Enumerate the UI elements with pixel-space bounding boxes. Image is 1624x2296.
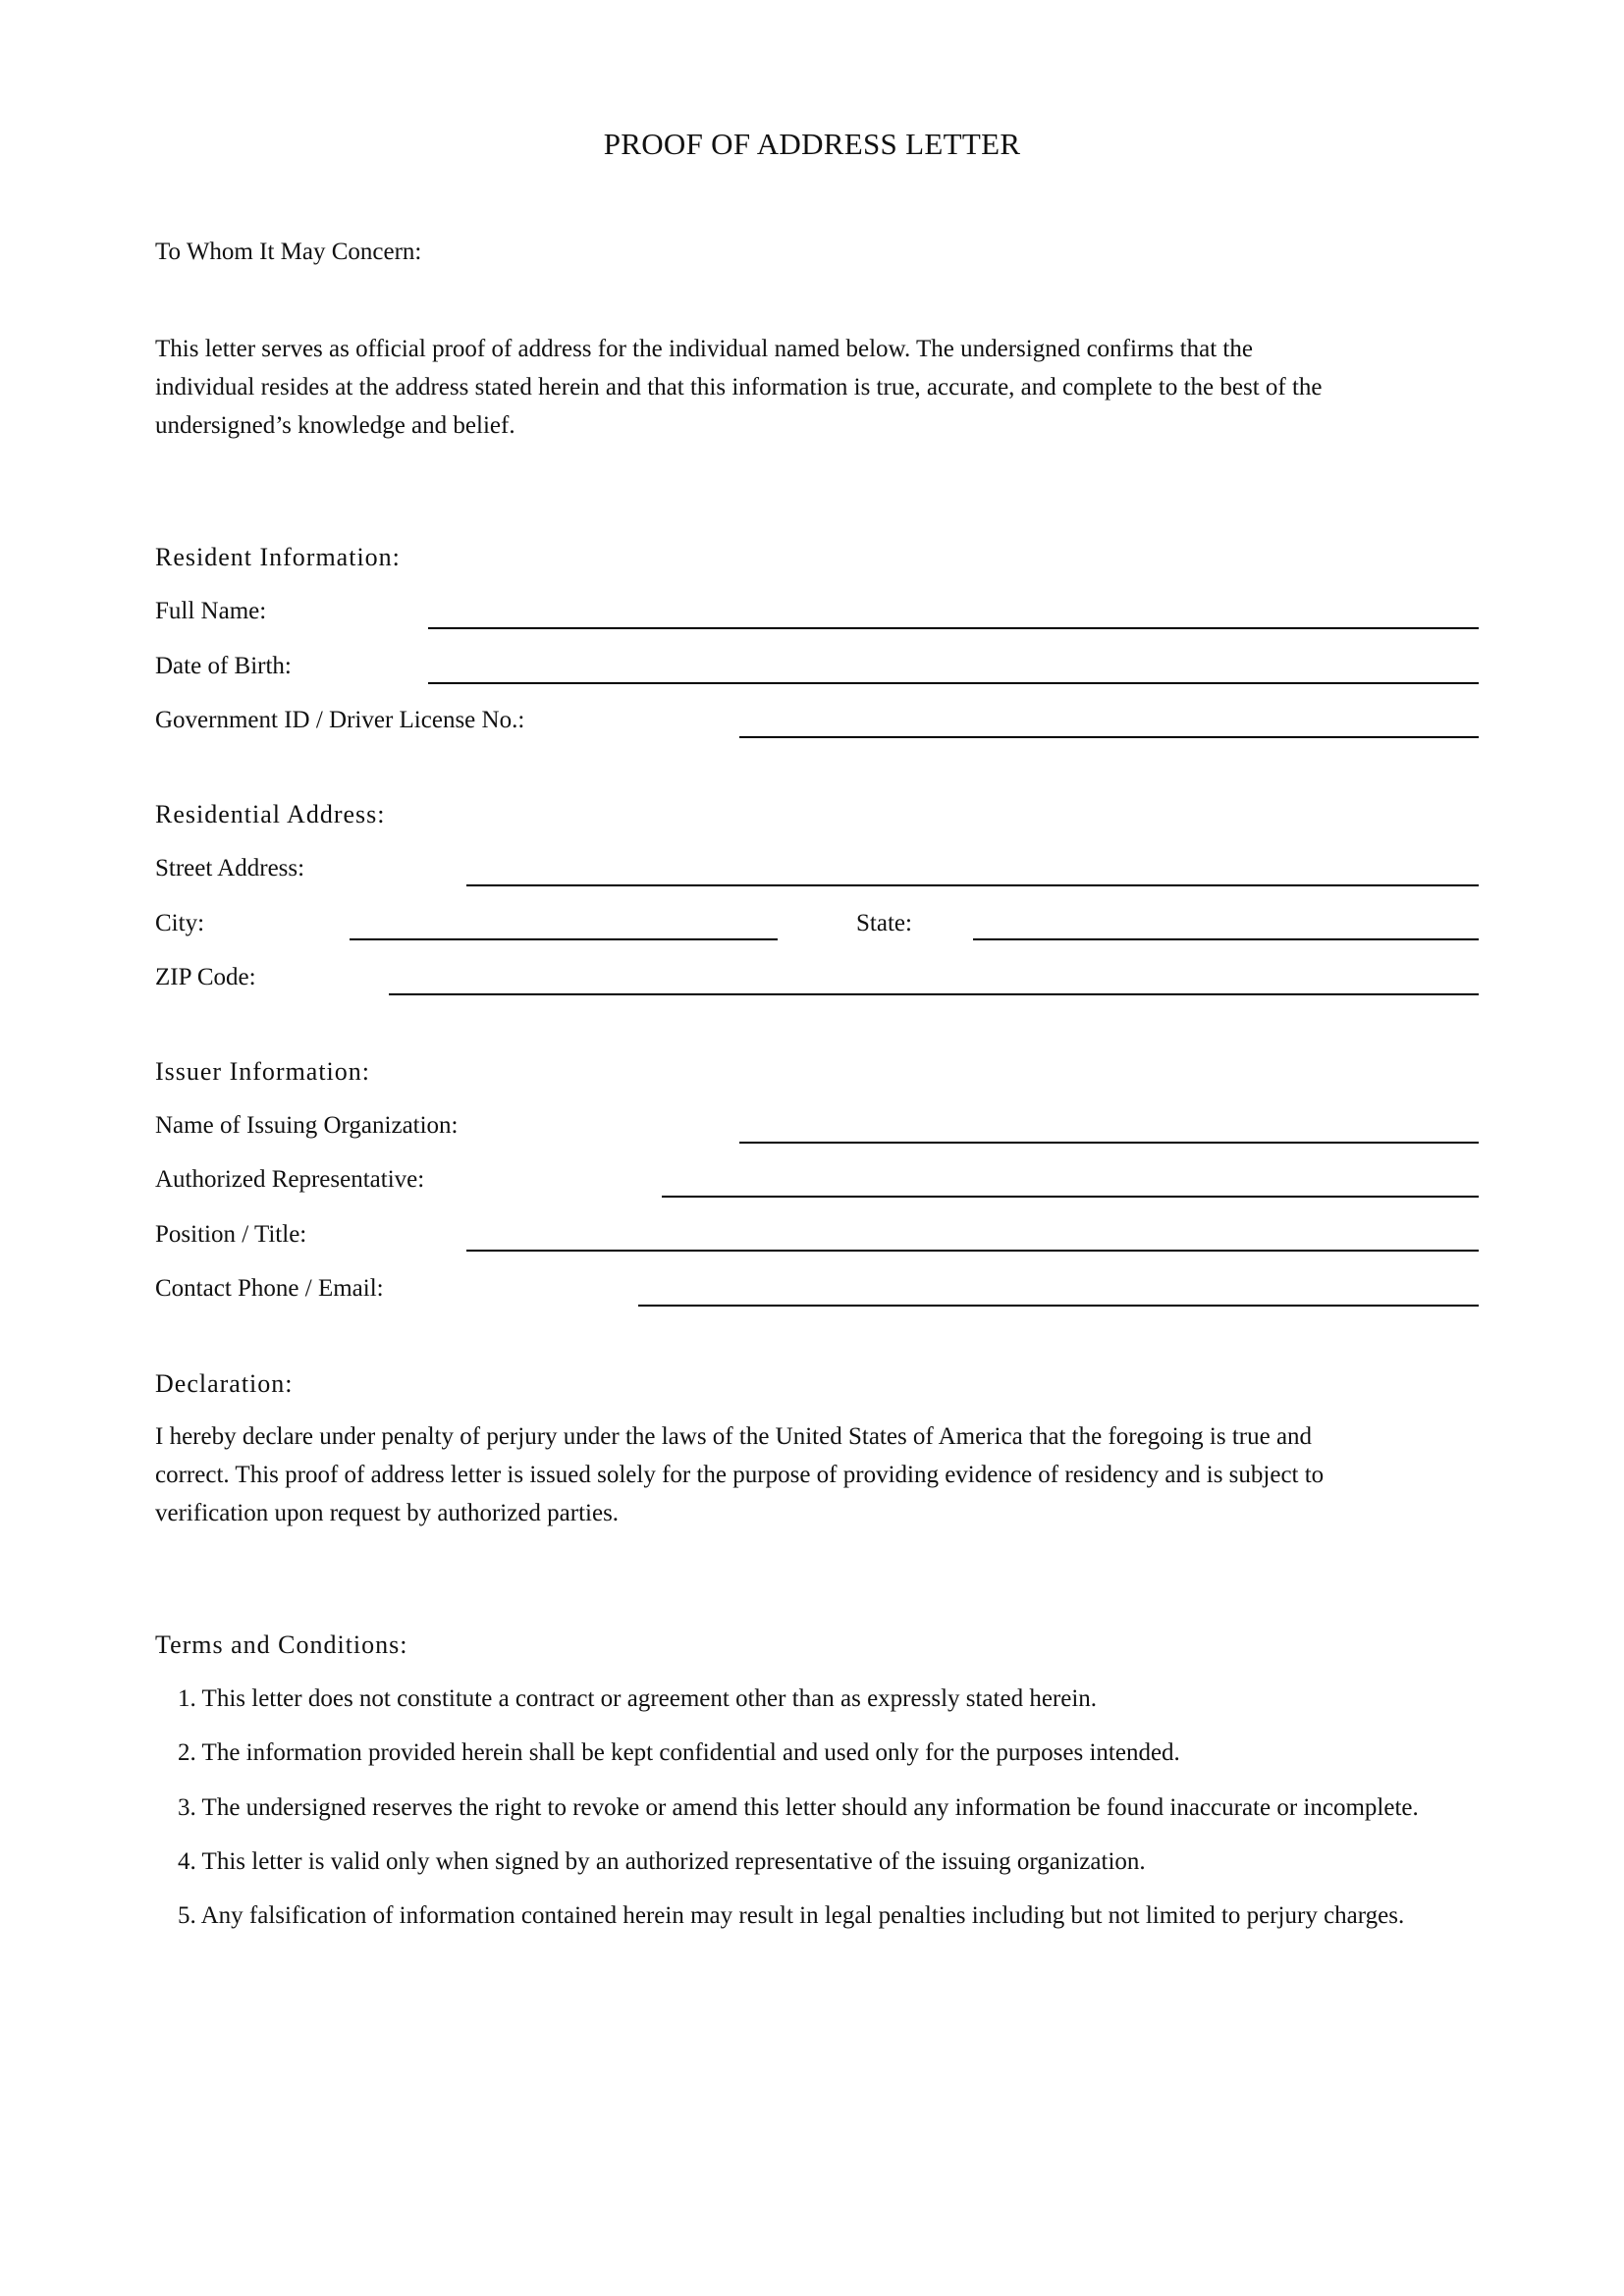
zip-code-label: ZIP Code: — [155, 964, 256, 990]
zip-code-field[interactable] — [389, 993, 1479, 995]
city-label: City: — [155, 910, 205, 936]
state-label: State: — [856, 910, 912, 936]
gov-id-label: Government ID / Driver License No.: — [155, 707, 525, 733]
terms-item: 1. This letter does not constitute a contract or agreement other than as expressly stated herein. — [178, 1685, 1098, 1712]
position-title-label: Position / Title: — [155, 1221, 307, 1248]
residential-address-heading: Residential Address: — [155, 800, 386, 828]
terms-item: 5. Any falsification of information contained herein may result in legal penalties including but not limited to perjury charges. — [178, 1902, 1405, 1929]
terms-item: 3. The undersigned reserves the right to revoke or amend this letter should any information be found inaccurate or incomplete. — [178, 1794, 1419, 1821]
contact-label: Contact Phone / Email: — [155, 1275, 384, 1302]
intro-line: undersigned’s knowledge and belief. — [155, 412, 515, 439]
position-title-field[interactable] — [466, 1250, 1479, 1252]
dob-field[interactable] — [428, 682, 1479, 684]
issuer-info-heading: Issuer Information: — [155, 1057, 371, 1086]
resident-info-heading: Resident Information: — [155, 543, 401, 571]
authorized-rep-field[interactable] — [662, 1196, 1479, 1198]
declaration-line: I hereby declare under penalty of perjury under the laws of the United States of America that the foregoing is true and — [155, 1423, 1313, 1450]
intro-paragraph — [155, 330, 1530, 445]
dob-label: Date of Birth: — [155, 653, 292, 679]
authorized-rep-label: Authorized Representative: — [155, 1166, 425, 1193]
state-field[interactable] — [973, 938, 1479, 940]
declaration-line: verification upon request by authorized parties. — [155, 1500, 620, 1526]
page-title: PROOF OF ADDRESS LETTER — [603, 127, 1021, 161]
declaration-paragraph — [155, 1417, 1530, 1532]
terms-item: 4. This letter is valid only when signed by an authorized representative of the issuing organization. — [178, 1848, 1146, 1875]
declaration-heading: Declaration: — [155, 1369, 294, 1398]
full-name-label: Full Name: — [155, 598, 267, 624]
street-address-field[interactable] — [466, 884, 1479, 886]
terms-item: 2. The information provided herein shall be kept confidential and used only for the purposes intended. — [178, 1739, 1180, 1766]
issuing-org-field[interactable] — [739, 1142, 1479, 1144]
intro-line: This letter serves as official proof of address for the individual named below. The undersigned confirms that the — [155, 336, 1253, 362]
city-field[interactable] — [350, 938, 778, 940]
street-address-label: Street Address: — [155, 855, 305, 881]
salutation: To Whom It May Concern: — [155, 239, 422, 265]
terms-heading: Terms and Conditions: — [155, 1630, 408, 1659]
issuing-org-label: Name of Issuing Organization: — [155, 1112, 459, 1139]
contact-field[interactable] — [638, 1305, 1479, 1307]
declaration-line: correct. This proof of address letter is issued solely for the purpose of providing evidence of residency and is subject to — [155, 1462, 1325, 1488]
full-name-field[interactable] — [428, 627, 1479, 629]
gov-id-field[interactable] — [739, 736, 1479, 738]
intro-line: individual resides at the address stated herein and that this information is true, accurate, and complete to the best of the — [155, 374, 1323, 400]
